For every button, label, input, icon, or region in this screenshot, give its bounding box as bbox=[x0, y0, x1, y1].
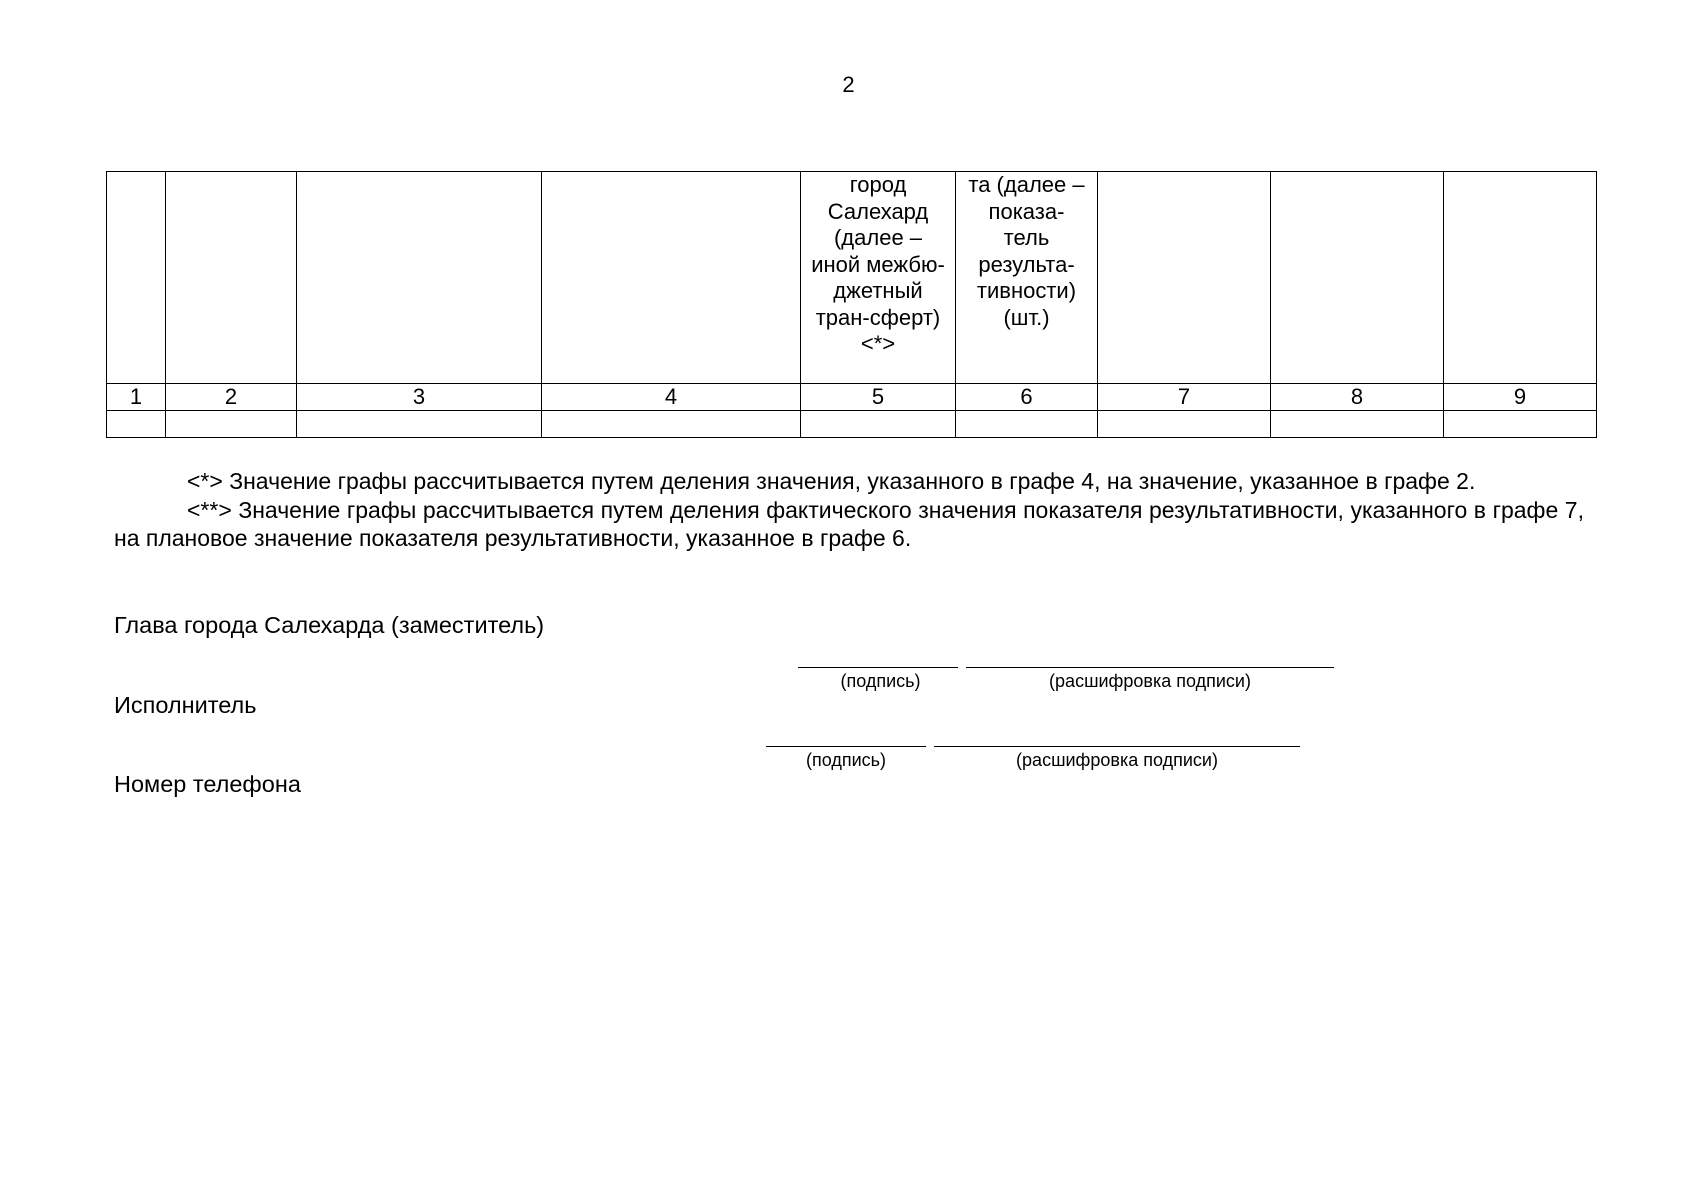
page-number: 2 bbox=[842, 72, 855, 97]
executor-signature-line bbox=[766, 746, 926, 747]
header-cell-2 bbox=[166, 172, 297, 384]
executor-label: Исполнитель bbox=[114, 692, 257, 718]
column-number-cell: 3 bbox=[297, 384, 542, 411]
column-number-cell: 4 bbox=[542, 384, 801, 411]
header-cell-1 bbox=[107, 172, 166, 384]
footnote-2: <**> Значение графы рассчитывается путем деления фактического значения показателя результативности, указанного в графе 7, на плановое значение показателя результативности, указанное в графе 6. bbox=[114, 496, 1584, 551]
data-cell bbox=[166, 411, 297, 438]
footnotes bbox=[114, 467, 1584, 553]
column-number-cell: 7 bbox=[1098, 384, 1271, 411]
data-cell bbox=[801, 411, 956, 438]
data-cell bbox=[542, 411, 801, 438]
column-number-cell: 2 bbox=[166, 384, 297, 411]
executor-decode-caption: (расшифровка подписи) bbox=[1016, 750, 1218, 770]
head-decode-line bbox=[966, 667, 1334, 668]
footnote-1: <*> Значение графы рассчитывается путем деления значения, указанного в графе 4, на значение, указанное в графе 2. bbox=[187, 468, 1476, 494]
executor-signature-block bbox=[766, 746, 1306, 776]
report-table bbox=[106, 171, 1597, 438]
head-signature-caption: (подпись) bbox=[840, 671, 921, 691]
data-cell bbox=[297, 411, 542, 438]
head-of-city-label: Глава города Салехарда (заместитель) bbox=[114, 612, 545, 638]
header-cell-6: та (далее – показа-тель результа-тивности) (шт.) bbox=[956, 172, 1098, 384]
column-number-cell: 1 bbox=[107, 384, 166, 411]
data-cell bbox=[956, 411, 1098, 438]
phone-label: Номер телефона bbox=[114, 771, 301, 797]
header-cell-8 bbox=[1271, 172, 1444, 384]
data-cell bbox=[1098, 411, 1271, 438]
header-cell-5: город Салехард (далее – иной межбю-джетный тран-сферт)<*> bbox=[801, 172, 956, 384]
column-number-cell: 8 bbox=[1271, 384, 1444, 411]
column-number-cell: 6 bbox=[956, 384, 1098, 411]
column-number-cell: 9 bbox=[1444, 384, 1597, 411]
head-decode-caption: (расшифровка подписи) bbox=[1049, 671, 1251, 691]
executor-decode-line bbox=[934, 746, 1300, 747]
column-number-cell: 5 bbox=[801, 384, 956, 411]
empty-data-row bbox=[107, 411, 1597, 438]
data-cell bbox=[1271, 411, 1444, 438]
data-cell bbox=[1444, 411, 1597, 438]
header-cell-3 bbox=[297, 172, 542, 384]
data-cell bbox=[107, 411, 166, 438]
column-numbers-row bbox=[107, 384, 1597, 411]
executor-signature-caption: (подпись) bbox=[805, 750, 887, 770]
header-cell-7 bbox=[1098, 172, 1271, 384]
head-signature-block bbox=[798, 667, 1338, 697]
table-header-continuation-row bbox=[107, 172, 1597, 384]
head-signature-line bbox=[798, 667, 958, 668]
header-cell-4 bbox=[542, 172, 801, 384]
header-cell-9 bbox=[1444, 172, 1597, 384]
